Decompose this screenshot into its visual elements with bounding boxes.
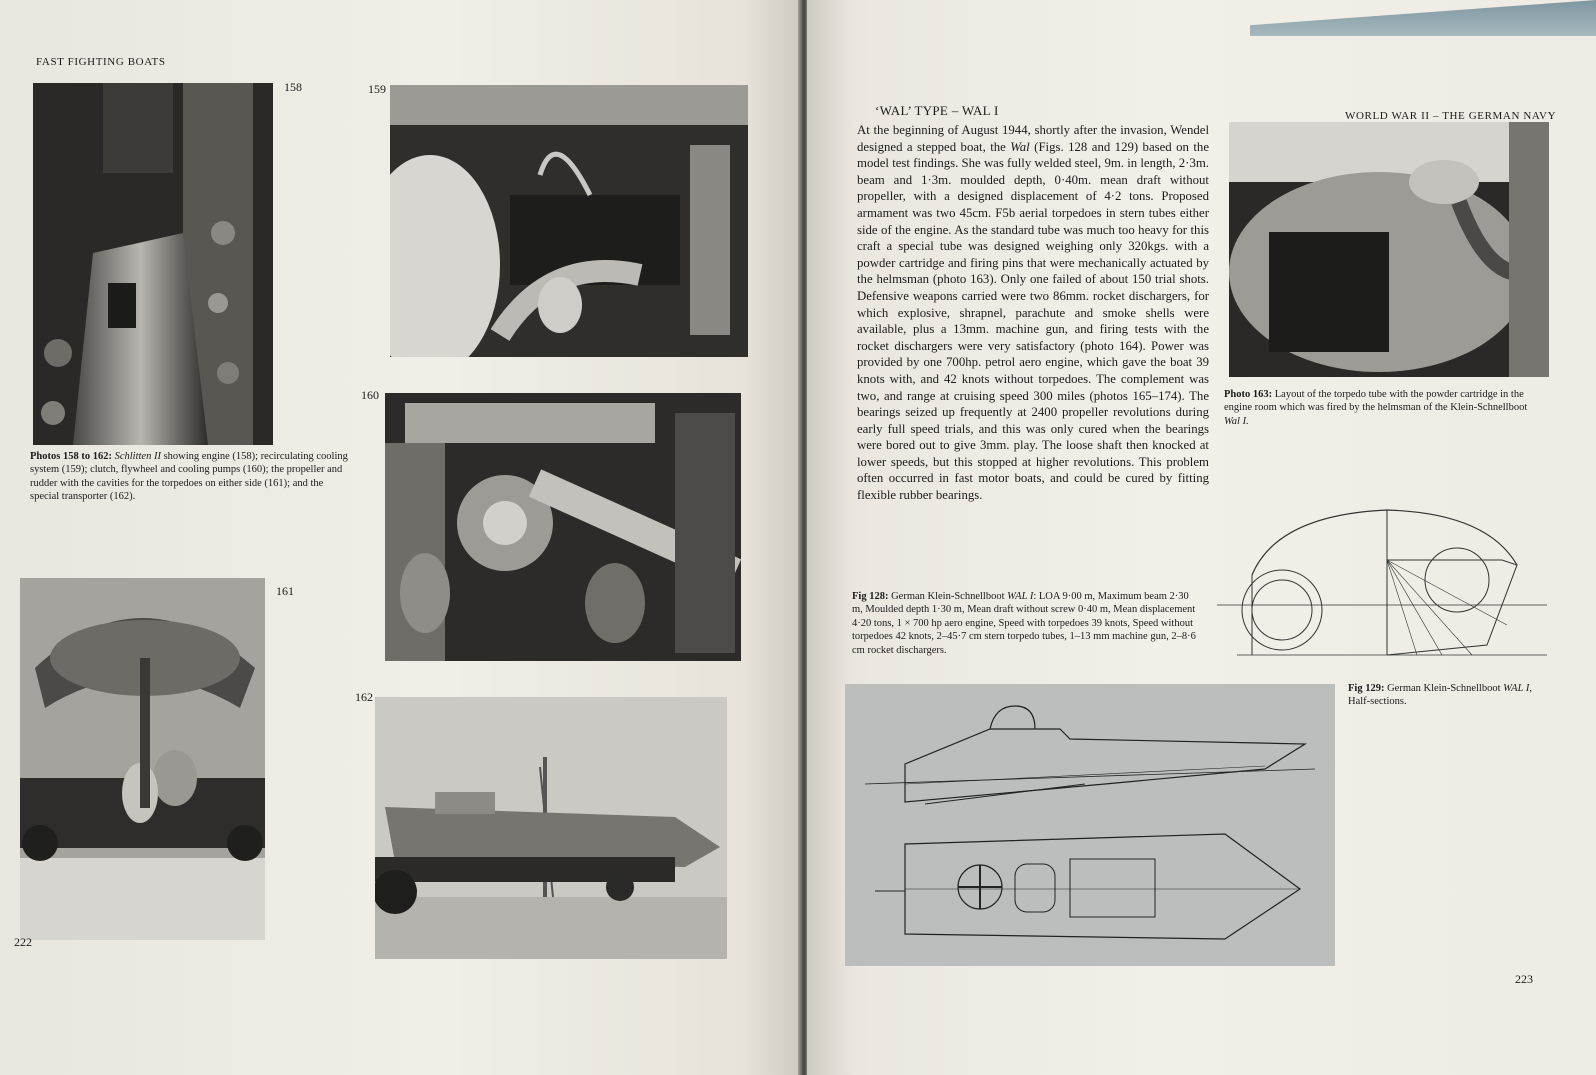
fig-129-half-sections-drawing	[1217, 505, 1547, 665]
photo-number-160: 160	[361, 388, 379, 402]
fig-129-caption-italic: WAL I	[1503, 683, 1530, 694]
fig-128-boat-drawing	[845, 684, 1335, 966]
photo-163-caption-text: Layout of the torpedo tube with the powder cartridge in the engine room which was fired by the helmsman of the Klein-Schnellboot	[1224, 389, 1528, 414]
fig-128-caption	[852, 590, 1197, 657]
fig-128-caption-text-2: : LOA 9·00 m, Maximum beam 2·30 m, Moulded depth 1·30 m, Mean draft without screw 0·40 m, Mean displacement 4·20 tons, 1 × 700 hp aero engine, Speed with torpedoes 39 knots, Speed without torpedoes 42 knots, 2–45·7 cm stern torpedo tubes, 1–13 mm machine gun, 2–8·6 cm rocket dischargers.	[852, 591, 1196, 656]
photo-160-clutch-flywheel	[385, 393, 741, 661]
photo-number-159: 159	[368, 82, 386, 96]
page-number-right: 223	[1515, 972, 1533, 986]
fig-128-caption-label: Fig 128:	[852, 591, 889, 602]
fig-129-caption	[1348, 682, 1538, 709]
body-text-part-2: (Figs. 128 and 129) based on the model test findings. She was fully welded steel, 9m. in length, 2·3m. beam and 1·3m. moulded depth, 0·40m. mean draft without propeller, with a designed displacement of 4·2 tons. Proposed armament was two 45cm. F5b aerial torpedoes in stern tubes either side of the engine. As the standard tube was much too heavy for this craft a special tube was designed weighing only 320kgs. with a powder cartridge and firing pins that were mechanically actuated by the helmsman (photo 163). Only one failed of about 150 trial shots. Defensive weapons carried were two 86mm. rocket dischargers, for which explosive, shrapnel, parachute and smoke shells were available, plus a 13mm. machine gun, and firing tests with the rocket dischargers were very satisfactory (photo 164). Power was provided by one 700hp. petrol aero engine, which gave the boat 39 knots with, and 42 knots without torpedoes. The complement was two, and range at cruising speed 300 miles (photos 165–174). The bearings seized up frequently at 2400 propeller revolutions during early full speed trials, and this was only cured when the bearings were bored out to give 3mm. play. The loose shaft then knocked at lower speeds, but this stopped at higher revolutions. This problem often occurred in fast motor boats, and could be cured by fitting flexible rubber bearings.	[857, 139, 1209, 503]
photos-158-162-caption	[30, 450, 355, 504]
caption-text: showing engine (158); recirculating cooling system (159); clutch, flywheel and cooling pumps (160); the propeller and rudder with the cavities for the torpedoes on either side (161); and the special transporter (162).	[30, 451, 348, 503]
fig-129-caption-text-1: German Klein-Schnellboot	[1384, 683, 1504, 694]
photo-number-161: 161	[276, 584, 294, 598]
fig-129-caption-label: Fig 129:	[1348, 683, 1385, 694]
section-title: ‘WAL’ TYPE – WAL I	[875, 103, 999, 118]
photo-163-torpedo-tube	[1229, 122, 1549, 377]
running-head: FAST FIGHTING BOATS	[36, 56, 166, 68]
photo-number-162: 162	[355, 690, 373, 704]
photo-163-caption-italic: Wal I.	[1224, 415, 1249, 427]
photo-161-propeller-rudder	[20, 578, 265, 940]
fig-128-caption-text-1: German Klein-Schnellboot	[888, 591, 1008, 602]
right-page	[807, 0, 1596, 1075]
running-head-right: WORLD WAR II – THE GERMAN NAVY	[1345, 110, 1557, 122]
photo-158-engine	[33, 83, 273, 445]
photo-163-caption	[1224, 388, 1544, 428]
page-number-left: 222	[14, 935, 32, 949]
caption-italic: Schlitten II	[114, 451, 161, 462]
photo-162-transporter	[375, 697, 727, 959]
body-text-part-1: At the beginning of August 1944, shortly after the invasion, Wendel designed a stepped boat, the	[857, 123, 1209, 154]
photo-163-caption-label: Photo 163:	[1224, 389, 1273, 400]
photo-number-158: 158	[284, 80, 302, 94]
fig-128-caption-italic: WAL I	[1007, 591, 1034, 602]
body-text-boat-name: Wal	[1010, 139, 1030, 154]
photo-159-cooling-system	[390, 85, 748, 357]
body-text	[857, 122, 1209, 504]
fig-129-caption-text-2: , Half-sections.	[1348, 683, 1532, 708]
caption-label: Photos 158 to 162:	[30, 451, 112, 462]
